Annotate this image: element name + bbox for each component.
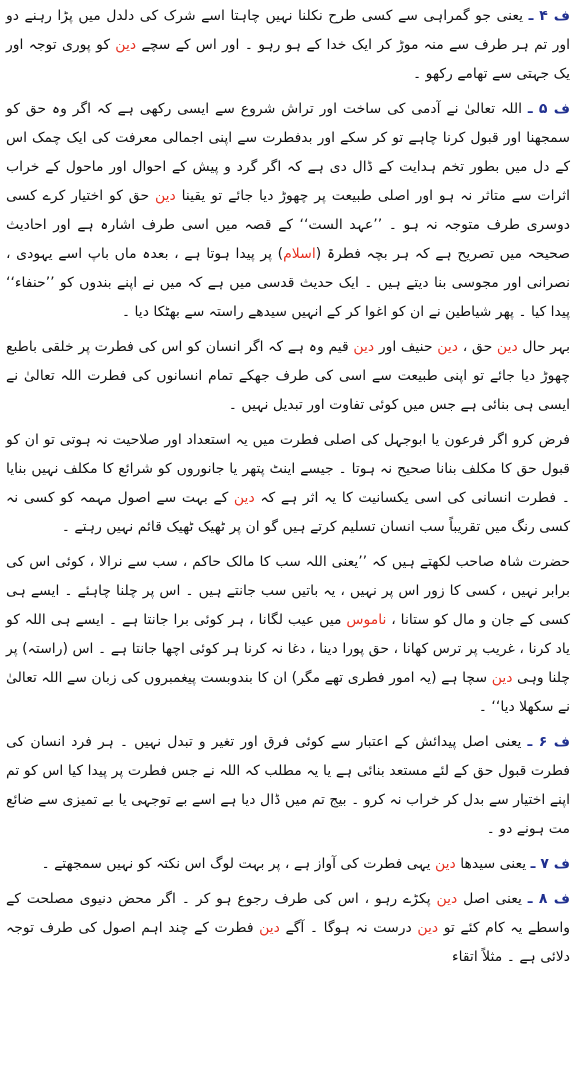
text-run: یعنی جو گمراہی سے کسی طرح نکلنا نہیں چاہتا اسے شرک کی دلدل میں پڑا رہنے دو اور تم ہر طرف سے منہ موڑ کر ایک خدا کے ہو رہو ۔ اور اس کے سچے bbox=[6, 8, 570, 53]
text-run: اللہ تعالیٰ نے آدمی کی ساخت اور تراش شروع سے ایسی رکھی ہے کہ اگر وہ حق کو سمجھنا اور قبول کرنا چاہے تو کر سکے اور بدفطرت سے اپنی اجمالی معرفت کی ایک چمک اس کے دل میں بطور تخم ہدایت کے ڈال دی ہے کہ اگر گرد و پیش کے احوال اور ماحول کے خراب اثرات سے متاثر نہ ہو اور اصلی طبیعت پر چھوڑ دیا جائے تو یقینا bbox=[6, 101, 570, 204]
text-run: حق ، bbox=[458, 339, 497, 355]
paragraph bbox=[6, 2, 570, 89]
highlighted-word: دین bbox=[259, 920, 280, 936]
highlighted-word: دین bbox=[434, 856, 456, 872]
highlighted-word: دین bbox=[233, 490, 255, 506]
paragraph bbox=[6, 885, 570, 972]
highlighted-word: دین bbox=[115, 37, 137, 53]
paragraph bbox=[6, 333, 570, 420]
text-run: یہی فطرت کی آواز ہے ، پر بہت لوگ اس نکتہ کو نہیں سمجھتے ۔ bbox=[41, 856, 435, 872]
highlighted-word: ناموس bbox=[346, 612, 387, 628]
text-run: قیم وہ ہے کہ اگر انسان کو اس کی فطرت پر خلقی باطبع چھوڑ دیا جائے تو اپنی طبیعت سے اسی کی طرف جھکے تمام انسانوں کی فطرت اللہ تعالیٰ نے ایسی ہی بنائی ہے جس میں کوئی تفاوت اور تبدیل نہیں ۔ bbox=[6, 339, 570, 413]
highlighted-word: دین bbox=[491, 670, 513, 686]
footnote-label: ف ۶ ـ bbox=[527, 734, 570, 750]
commentary-text bbox=[6, 2, 570, 972]
highlighted-word: اسلام bbox=[283, 246, 316, 262]
paragraph bbox=[6, 426, 570, 542]
text-run: میں عیب لگانا ، ہر کوئی برا جانتا ہے ۔ ایسے ہی اللہ کو یاد کرنا ، غریب پر ترس کھانا ، حق پورا دینا ، دغا نہ کرنا ہر کوئی اچھا جانتا ہے ۔ اس (راستہ) پر چلنا وہی bbox=[6, 612, 571, 686]
highlighted-word: دین bbox=[154, 188, 176, 204]
highlighted-word: دین bbox=[496, 339, 518, 355]
text-run: ) پر پیدا ہوتا ہے ، بعدہ ماں باپ اسے یہودی ، نصرانی اور مجوسی بنا دیتے ہیں ۔ ایک حدیث قدسی میں ہے کہ میں نے اپنے بندوں کو ’’حنفاء‘‘ پیدا کیا ۔ پھر شیاطین نے ان کو اغوا کر کے انہیں سیدھے راستہ سے بھٹکا دیا ۔ bbox=[6, 246, 570, 320]
highlighted-word: دین bbox=[353, 339, 375, 355]
text-run: درست نہ ہوگا ۔ آگے bbox=[279, 920, 418, 936]
footnote-label: ف ۵ ـ bbox=[527, 101, 570, 117]
text-run: یعنی اصل پیدائش کے اعتبار سے کوئی فرق اور تغیر و تبدل نہیں ۔ ہر فرد انسان کی فطرت قبول حق کے لئے مستعد بنائی ہے یا یہ مطلب کہ اللہ نے جس فطرت پر پیدا کیا اس کو تم اپنے اختیار سے بدل کر خراب نہ کرو ۔ بیج تم میں ڈال دیا ہے اسے بے توجہی یا بے تمیزی سے ضائع مت ہونے دو ۔ bbox=[6, 734, 570, 837]
text-run: فطرت کے چند اہم اصول کی طرف توجہ دلائی ہے ۔ مثلاً اتقاء bbox=[6, 920, 570, 965]
text-run: پکڑے رہو ، اس کی طرف رجوع ہو کر ۔ اگر محض دنیوی مصلحت کے واسطے یہ کام کئے تو bbox=[6, 891, 570, 936]
footnote-label: ف ۴ ـ bbox=[528, 8, 571, 24]
paragraph bbox=[6, 95, 570, 327]
highlighted-word: دین bbox=[417, 920, 439, 936]
footnote-label: ف ۸ ـ bbox=[527, 891, 570, 907]
paragraph bbox=[6, 728, 570, 844]
text-run: کے بہت سے اصول مہمہ کو کسی نہ کسی رنگ میں تقریباً سب انسان تسلیم کرتے ہیں گو ان پر ٹھیک ٹھیک قائم نہیں رہتے ۔ bbox=[6, 490, 570, 535]
text-run: کو پوری توجہ اور یک جہتی سے تھامے رکھو ۔ bbox=[6, 37, 570, 82]
text-run: حضرت شاہ صاحب لکھتے ہیں کہ ’’یعنی اللہ سب کا مالک حاکم ، سب سے نرالا ، کوئی اس کی برابر نہیں ، کسی کا زور اس پر نہیں ، یہ باتیں سب جانتے ہیں ۔ اس پر چلنا چاہئے ۔ ایسے ہی کسی کے جان و مال کو ستانا ، bbox=[6, 554, 570, 628]
text-run: حنیف اور bbox=[374, 339, 438, 355]
highlighted-word: دین bbox=[437, 339, 459, 355]
text-run: حق کو اختیار کرے کسی دوسری طرف متوجہ نہ ہو ۔ ’’عہد الست‘‘ کے قصہ میں اسی طرف اشارہ ہے اور احادیث صحیحہ میں تصریح ہے کہ ہر بچہ فطرۃ ( bbox=[6, 188, 570, 262]
footnote-label: ف ۷ ـ bbox=[530, 856, 570, 872]
text-run: بہر حال bbox=[517, 339, 570, 355]
highlighted-word: دین bbox=[436, 891, 458, 907]
paragraph bbox=[6, 548, 570, 722]
text-run: یعنی سیدھا bbox=[455, 856, 531, 872]
text-run: فرض کرو اگر فرعون یا ابوجہل کی اصلی فطرت میں یہ استعداد اور صلاحیت نہ ہوتی تو ان کو قبول حق کا مکلف بنانا صحیح نہ ہوتا ۔ جیسے اینٹ پتھر یا جانوروں کو شرائع کا مکلف نہیں بنایا ۔ فطرت انسانی کی اسی یکسانیت کا یہ اثر ہے کہ bbox=[6, 432, 570, 506]
paragraph bbox=[6, 850, 570, 879]
text-run: یعنی اصل bbox=[457, 891, 528, 907]
text-run: سچا ہے (یہ امور فطری تھے مگر) ان کا بندوبست پیغمبروں کی زبان سے اللہ تعالیٰ نے سکھلا دیا‘‘ ۔ bbox=[6, 670, 570, 715]
